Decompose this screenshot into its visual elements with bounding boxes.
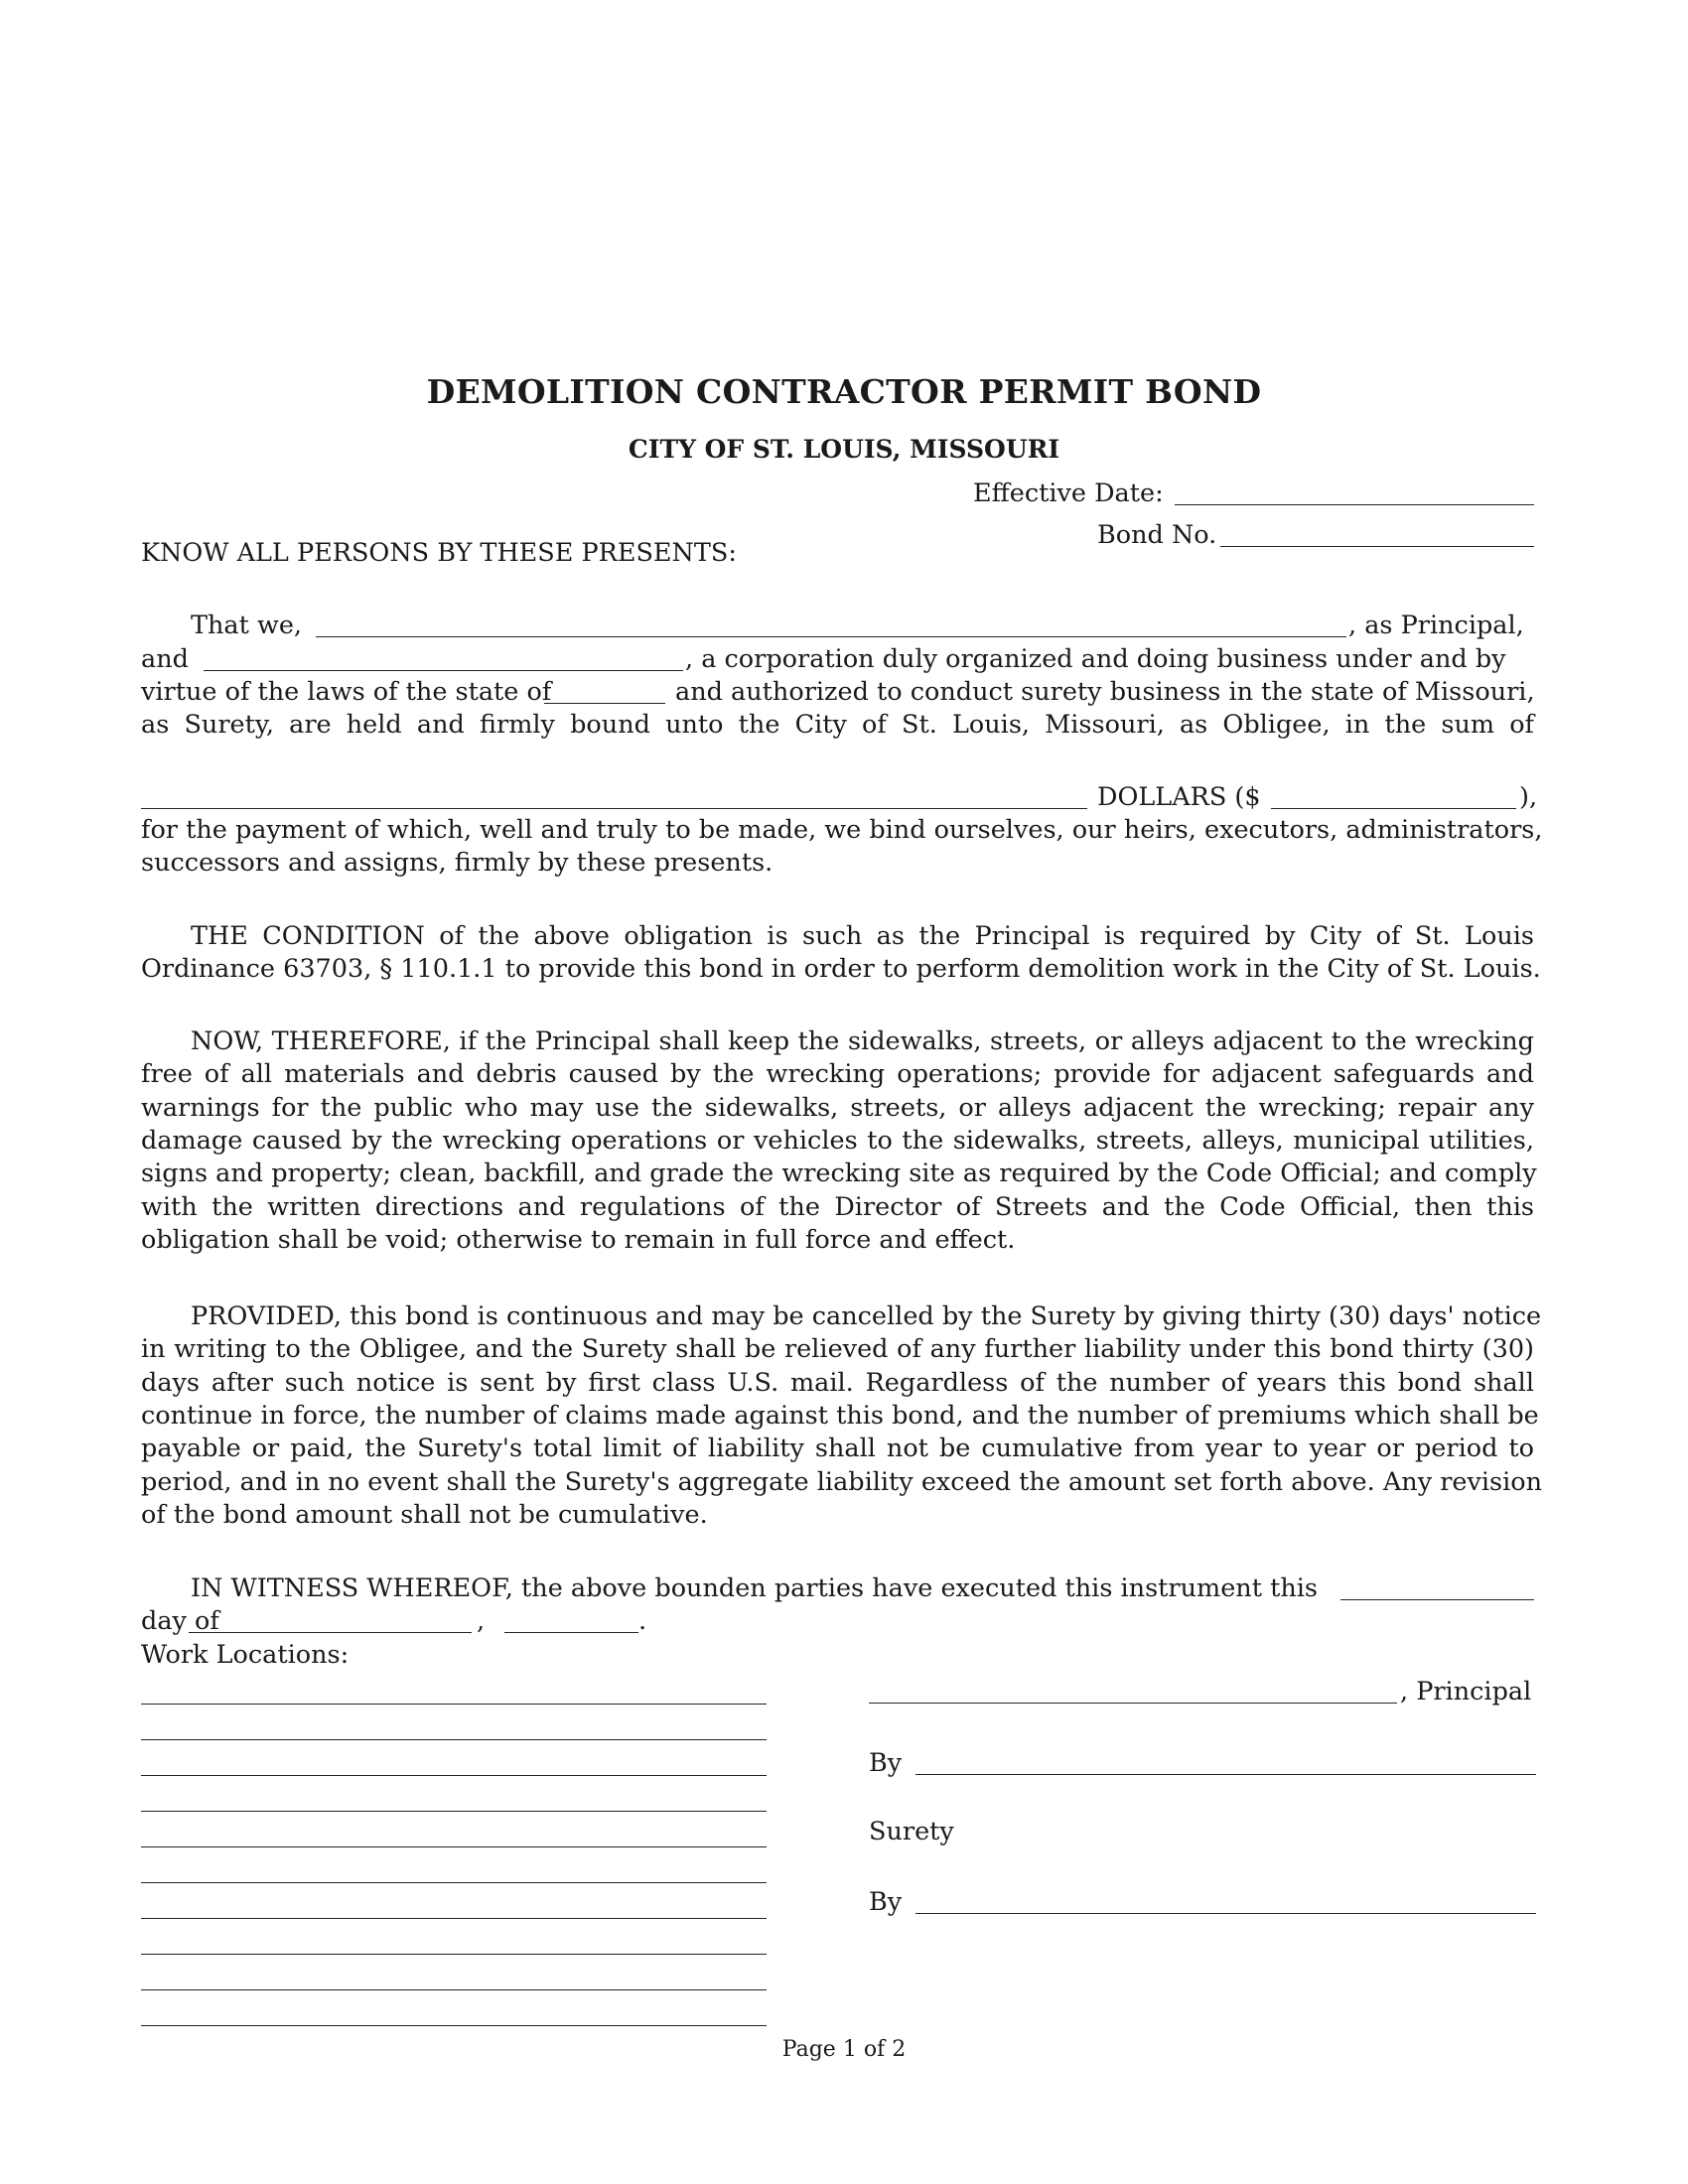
witness-text: IN WITNESS WHEREOF, the above bounden parties have executed this instrument this [191, 1573, 1318, 1603]
day-of-text: day of [141, 1606, 219, 1636]
document-subtitle: CITY OF ST. LOUIS, MISSOURI [628, 435, 1060, 464]
work-location-line[interactable] [141, 1739, 767, 1740]
condition-line-2: Ordinance 63703, § 110.1.1 to provide this bond in order to perform demolition work in the City of St. Louis. [141, 954, 1541, 984]
by-label-2: By [869, 1887, 903, 1917]
work-location-line[interactable] [141, 1918, 767, 1919]
condition-line-1: THE CONDITION of the above obligation is such as the Principal is required by City of St. Louis [191, 921, 1534, 951]
surety-label: Surety [869, 1817, 954, 1846]
work-location-line[interactable] [141, 1989, 767, 1990]
now-therefore-line-2: free of all materials and debris caused by the wrecking operations; provide for adjacent safeguards and [141, 1059, 1534, 1089]
work-location-line[interactable] [141, 1882, 767, 1883]
now-therefore-line-4: damage caused by the wrecking operations or vehicles to the sidewalks, streets, alleys, municipal utilities, [141, 1126, 1534, 1156]
bond-no-field[interactable] [1220, 546, 1534, 547]
bond-no-label: Bond No. [1097, 520, 1217, 550]
authorized-text: and authorized to conduct surety business in the state of Missouri, [675, 677, 1535, 707]
work-location-line[interactable] [141, 1704, 767, 1705]
page-number: Page 1 of 2 [781, 2037, 907, 2062]
work-location-line[interactable] [141, 1846, 767, 1847]
document-title: DEMOLITION CONTRACTOR PERMIT BOND [426, 372, 1262, 411]
effective-date-field[interactable] [1175, 504, 1534, 505]
virtue-text: virtue of the laws of the state of [141, 677, 552, 707]
payment-line-1: for the payment of which, well and truly to be made, we bind ourselves, our heirs, executors, administrators, [141, 815, 1543, 845]
surety-name-field[interactable] [204, 670, 683, 671]
as-principal-text: , as Principal, [1348, 611, 1524, 640]
by-label-1: By [869, 1748, 903, 1778]
provided-line-3: days after such notice is sent by first class U.S. mail. Regardless of the number of years this bond shall [141, 1368, 1534, 1398]
sum-amount-field[interactable] [1271, 808, 1516, 809]
now-therefore-line-6: with the written directions and regulations of the Director of Streets and the Code Official, then this [141, 1192, 1534, 1222]
principal-signature-field[interactable] [869, 1703, 1397, 1704]
principal-label: , Principal [1400, 1677, 1532, 1706]
now-therefore-line-7: obligation shall be void; otherwise to remain in full force and effect. [141, 1225, 1016, 1255]
work-location-line[interactable] [141, 2025, 767, 2026]
provided-line-6: period, and in no event shall the Surety's aggregate liability exceed the amount set forth above. Any revision [141, 1467, 1543, 1497]
witness-comma: , [477, 1606, 486, 1636]
state-field[interactable] [544, 703, 665, 704]
work-location-line[interactable] [141, 1811, 767, 1812]
now-therefore-line-3: warnings for the public who may use the sidewalks, streets, or alleys adjacent the wrecking; repair any [141, 1093, 1534, 1123]
witness-period: . [638, 1606, 647, 1636]
and-text: and [141, 644, 189, 674]
effective-date-label: Effective Date: [973, 478, 1164, 508]
that-we-text: That we, [191, 611, 303, 640]
witness-month-field[interactable] [189, 1632, 472, 1633]
now-therefore-line-1: NOW, THEREFORE, if the Principal shall keep the sidewalks, streets, or alleys adjacent to the wrecking [191, 1026, 1534, 1056]
principal-name-field[interactable] [316, 636, 1346, 637]
intro-heading: KNOW ALL PERSONS BY THESE PRESENTS: [141, 538, 737, 568]
provided-line-1: PROVIDED, this bond is continuous and may be cancelled by the Surety by giving thirty (30) days' notice [191, 1301, 1542, 1331]
work-location-line[interactable] [141, 1954, 767, 1955]
provided-line-2: in writing to the Obligee, and the Surety shall be relieved of any further liability under this bond thirty (30) [141, 1334, 1534, 1364]
provided-line-5: payable or paid, the Surety's total limit of liability shall not be cumulative from year to year or period to [141, 1433, 1534, 1463]
corporation-text: , a corporation duly organized and doing business under and by [685, 644, 1506, 674]
dollars-close-text: ), [1519, 782, 1538, 812]
surety-line-text: as Surety, are held and firmly bound unto the City of St. Louis, Missouri, as Obligee, in the sum of [141, 710, 1534, 740]
sum-words-field[interactable] [141, 808, 1087, 809]
provided-line-7: of the bond amount shall not be cumulative. [141, 1500, 708, 1530]
principal-by-field[interactable] [915, 1774, 1536, 1775]
work-location-line[interactable] [141, 1775, 767, 1776]
witness-day-field[interactable] [1340, 1599, 1534, 1600]
surety-by-field[interactable] [915, 1913, 1536, 1914]
now-therefore-line-5: signs and property; clean, backfill, and grade the wrecking site as required by the Code Official; and comply [141, 1159, 1537, 1188]
payment-line-2: successors and assigns, firmly by these presents. [141, 848, 774, 878]
provided-line-4: continue in force, the number of claims made against this bond, and the number of premiums which shall be [141, 1401, 1539, 1431]
witness-year-field[interactable] [504, 1632, 638, 1633]
work-locations-label: Work Locations: [141, 1640, 350, 1670]
dollars-text: DOLLARS ($ [1097, 782, 1261, 812]
